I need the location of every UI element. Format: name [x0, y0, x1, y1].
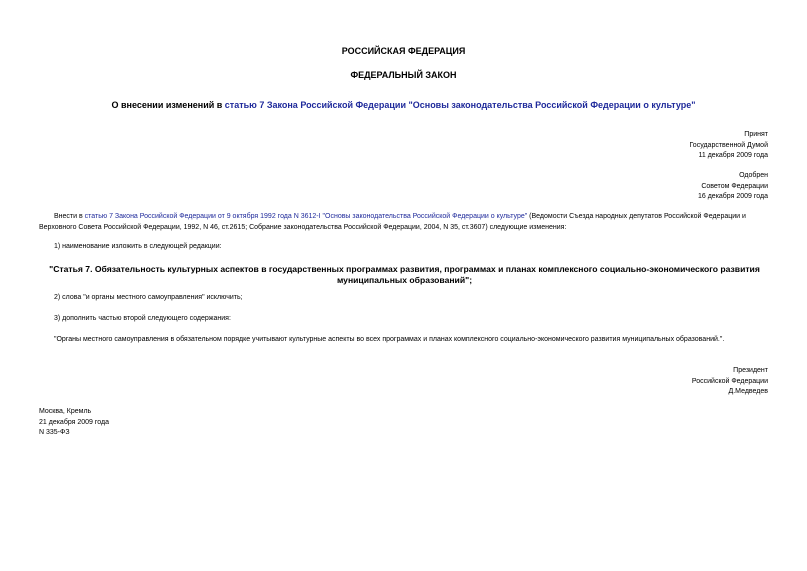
adopted-line1: Принят — [744, 131, 768, 138]
approved-line1: Одобрен — [739, 172, 768, 179]
law-title — [0, 100, 807, 110]
approved-block — [698, 171, 768, 203]
law-type-heading: ФЕДЕРАЛЬНЫЙ ЗАКОН — [350, 70, 457, 80]
sign-date: 21 декабря 2009 года — [39, 418, 110, 426]
quote-paragraph: "Органы местного самоуправления в обязательном порядке учитывают культурные аспекты во всех программах и планах комплексного социально-экономического развития муниципальных образований.". — [54, 336, 725, 343]
adopted-line2: Государственной Думой — [689, 141, 768, 149]
adopted-block — [689, 130, 768, 162]
item-2: 2) слова "и органы местного самоуправления" исключить; — [54, 294, 243, 301]
place-date-block — [39, 407, 109, 439]
signature-block — [692, 366, 768, 398]
item-3: 3) дополнить частью второй следующего содержания: — [54, 315, 231, 322]
approved-date: 16 декабря 2009 года — [697, 193, 768, 200]
approved-line2: Советом Федерации — [701, 182, 768, 190]
signature-name: Д.Медведев — [728, 388, 768, 395]
country-heading: РОССИЙСКАЯ ФЕДЕРАЦИЯ — [341, 46, 466, 56]
signature-title-2: Российской Федерации — [691, 377, 768, 385]
adopted-date: 11 декабря 2009 года — [698, 152, 768, 159]
intro-prefix: Внести в — [54, 213, 85, 220]
law-title-link[interactable]: статью 7 Закона Российской Федерации "Основы законодательства Российской Федерации о культуре" — [224, 100, 696, 110]
item-1: 1) наименование изложить в следующей редакции: — [54, 243, 222, 250]
law-title-prefix: О внесении изменений в — [111, 100, 225, 110]
article-title: "Статья 7. Обязательность культурных аспектов в государственных программах развития, программах и планах комплексного социально-экономического развития муниципальных образований"; — [49, 264, 760, 285]
law-number: N 335-ФЗ — [39, 429, 70, 436]
place: Москва, Кремль — [39, 408, 92, 415]
intro-link[interactable]: статью 7 Закона Российской Федерации от 9 октября 1992 года N 3612-I "Основы законодательства Российской Федерации о культуре" — [84, 213, 528, 220]
intro-suffix: (Ведомости Съезда народных депутатов Российской Федерации и Верховного Совета Российской Федерации, 1992, N 46, ст.2615; Собрание законодательства Российской Федерации, 2004, N 35, ст.3607) следующие изменения: — [39, 213, 746, 231]
signature-title: Президент — [733, 367, 768, 374]
intro-paragraph — [39, 211, 770, 233]
